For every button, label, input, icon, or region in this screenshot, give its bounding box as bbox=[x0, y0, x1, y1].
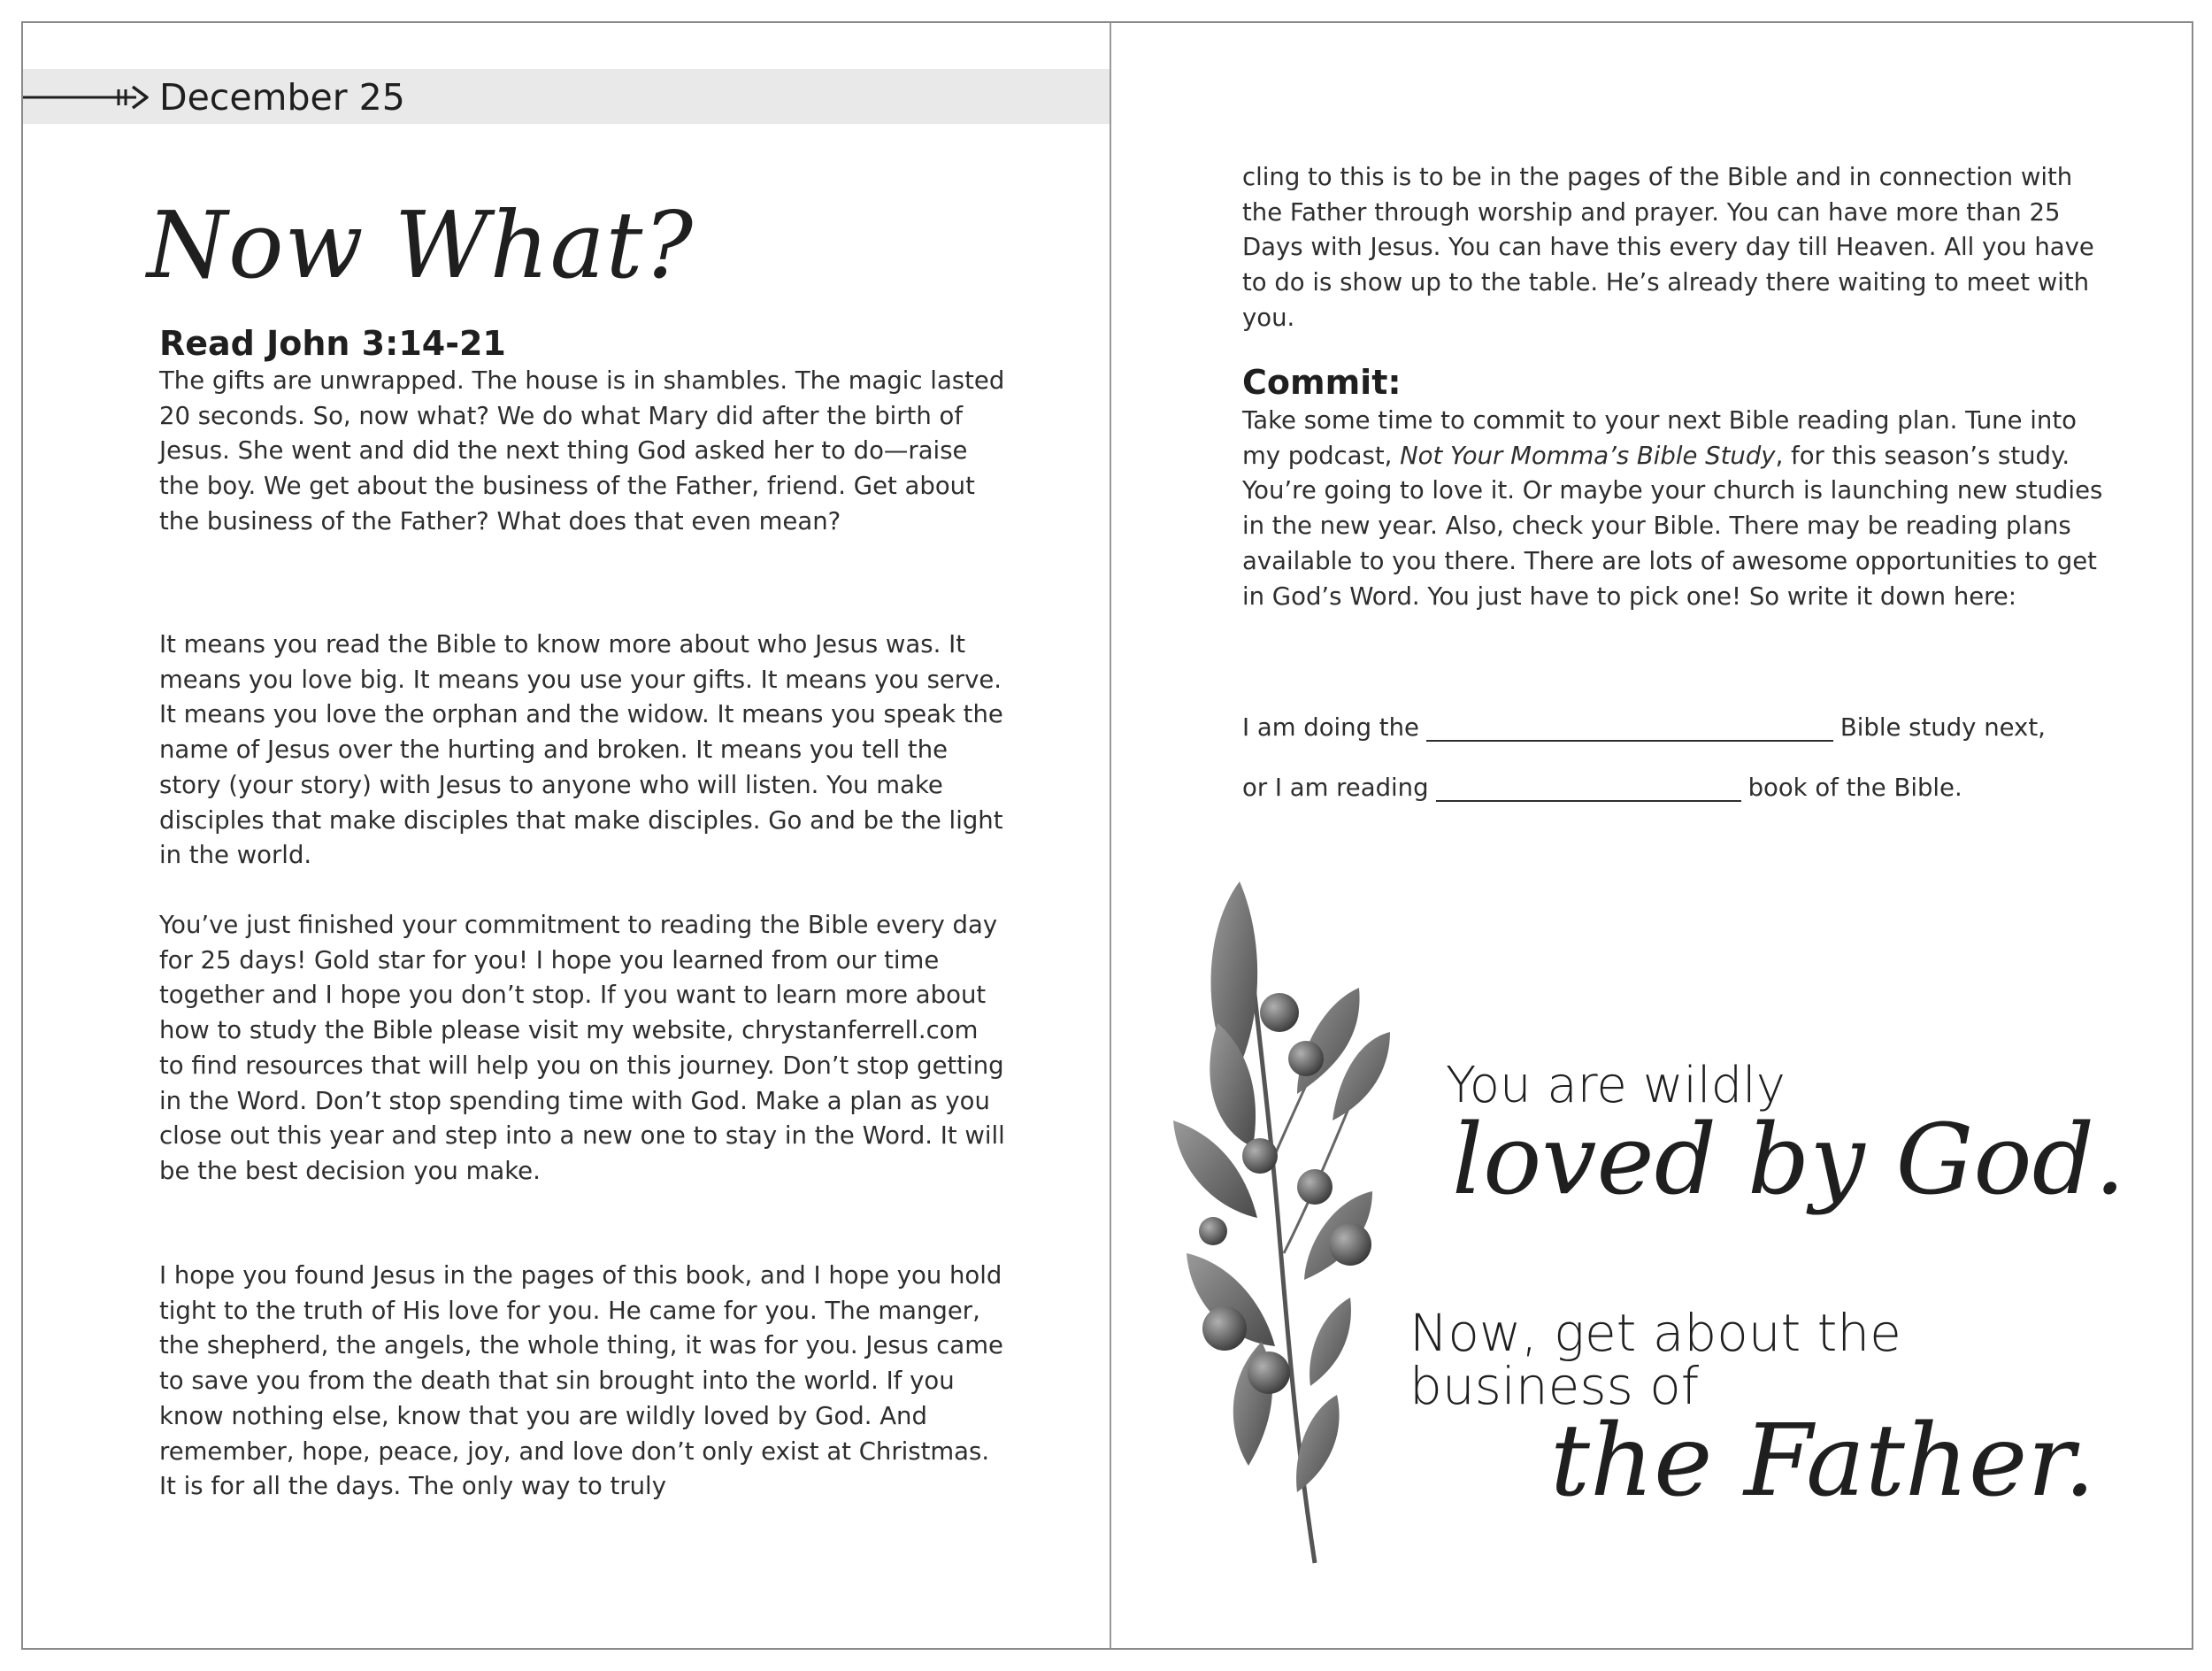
fill-in-line-book bbox=[1242, 774, 1962, 802]
date-header-bar bbox=[23, 69, 1110, 124]
paragraph: You’ve just finished your commitment to reading the Bible every day for 25 days! Gold star for you! I hope you learned from our time together and I hope you don’t stop. If you want to learn more about how to study the Bible please visit my website, chrystanferrell.com to find resources that will help you on this journey. Don’t stop getting in the Word. Don’t stop spending time with God. Make a plan as you close out this year and step into a new one to stay in the Word. It will be the best decision you make. bbox=[159, 911, 1005, 1185]
page-title-script: Now What? bbox=[147, 191, 695, 299]
commit-text: Take some time to commit to your next Bible reading plan. Tune into my podcast, bbox=[1242, 406, 2077, 470]
olive-branch-illustration bbox=[1164, 882, 1394, 1572]
book-spread bbox=[21, 21, 2193, 1650]
podcast-title: Not Your Momma’s Bible Study bbox=[1400, 441, 1776, 470]
fill-line-label: book of the Bible. bbox=[1747, 774, 1962, 802]
paragraph: The gifts are unwrapped. The house is in shambles. The magic lasted 20 seconds. So, now what? We do what Mary did after the birth of Jesus. She went and did the next thing God asked her to do—raise the boy. We get about the business of the Father, friend. Get about the business of the Father? What does that even mean? bbox=[159, 366, 1005, 535]
quote-script-line: the Father. bbox=[1550, 1404, 2096, 1519]
quote-script-line: loved by God. bbox=[1452, 1103, 2126, 1216]
quote-line: Now, get about the business of bbox=[1409, 1303, 1901, 1416]
fill-line-label: I am doing the bbox=[1242, 713, 1419, 742]
paragraph: It means you read the Bible to know more about who Jesus was. It means you love big. It means you use your gifts. It means you serve. It means you love the orphan and the widow. It means you speak the name of Jesus over the hurting and broken. It means you tell the story (your story) with Jesus to anyone who will listen. You make disciples that make disciples that make disciples. Go and be the light in the world. bbox=[159, 630, 1003, 870]
fill-in-line-study bbox=[1242, 713, 2046, 742]
read-scripture-heading: Read John 3:14-21 bbox=[159, 324, 506, 363]
bible-book-blank[interactable] bbox=[1436, 775, 1741, 802]
fill-line-label: Bible study next, bbox=[1839, 713, 2046, 742]
quote-line: You are wildly bbox=[1446, 1057, 1786, 1114]
commit-paragraph bbox=[1242, 404, 2109, 614]
arrow-icon bbox=[23, 84, 154, 111]
bible-study-blank[interactable] bbox=[1426, 715, 1833, 742]
continued-paragraph: cling to this is to be in the pages of the Bible and in connection with the Father through worship and prayer. You can have more than 25 Days with Jesus. You can have this every day till Heaven. All you have to do is show up to the table. He’s already there waiting to meet with you. bbox=[1242, 163, 2094, 332]
commit-text-continued: , for this season’s study. You’re going to love it. Or maybe your church is launching new studies in the new year. Also, check your Bible. There may be reading plans available to you there. There are lots of awesome opportunities to get in God’s Word. You just have to pick one! So write it down here: bbox=[1242, 441, 2103, 611]
fill-line-label: or I am reading bbox=[1242, 774, 1429, 802]
commit-heading: Commit: bbox=[1242, 363, 1402, 402]
book-spine bbox=[1110, 23, 1111, 1648]
page-date: December 25 bbox=[159, 76, 405, 119]
paragraph: I hope you found Jesus in the pages of this book, and I hope you hold tight to the truth of His love for you. He came for you. The manger, the shepherd, the angels, the whole thing, it was for you. Jesus came to save you from the death that sin brought into the world. If you know nothing else, know that you are wildly loved by God. And remember, hope, peace, joy, and love don’t only exist at Christmas. It is for all the days. The only way to truly bbox=[159, 1261, 1003, 1501]
